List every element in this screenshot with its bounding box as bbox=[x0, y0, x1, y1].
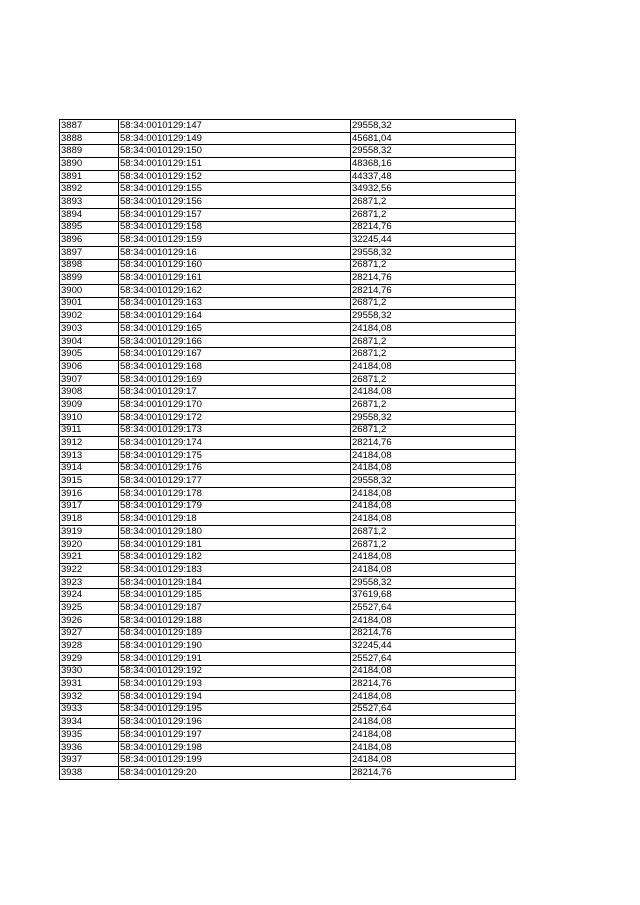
value-cell: 24184,08 bbox=[351, 665, 516, 678]
table-row bbox=[60, 729, 516, 742]
value-cell: 24184,08 bbox=[351, 614, 516, 627]
cadastral-number-cell: 58:34:0010129:184 bbox=[119, 576, 351, 589]
table-row bbox=[60, 678, 516, 691]
table-row bbox=[60, 462, 516, 475]
value-cell: 26871,2 bbox=[351, 297, 516, 310]
row-number-cell: 3936 bbox=[60, 741, 119, 754]
row-number-cell: 3937 bbox=[60, 754, 119, 767]
table-row bbox=[60, 310, 516, 323]
cadastral-number-cell: 58:34:0010129:181 bbox=[119, 538, 351, 551]
row-number-cell: 3920 bbox=[60, 538, 119, 551]
table-row bbox=[60, 449, 516, 462]
table-row bbox=[60, 259, 516, 272]
cadastral-number-cell: 58:34:0010129:170 bbox=[119, 399, 351, 412]
cadastral-number-cell: 58:34:0010129:155 bbox=[119, 183, 351, 196]
value-cell: 24184,08 bbox=[351, 690, 516, 703]
table-row bbox=[60, 284, 516, 297]
row-number-cell: 3938 bbox=[60, 767, 119, 780]
row-number-cell: 3906 bbox=[60, 361, 119, 374]
value-cell: 26871,2 bbox=[351, 335, 516, 348]
cadastral-number-cell: 58:34:0010129:197 bbox=[119, 729, 351, 742]
value-cell: 28214,76 bbox=[351, 284, 516, 297]
row-number-cell: 3917 bbox=[60, 500, 119, 513]
table-row bbox=[60, 323, 516, 336]
value-cell: 29558,32 bbox=[351, 120, 516, 133]
data-table bbox=[59, 119, 516, 780]
row-number-cell: 3925 bbox=[60, 602, 119, 615]
row-number-cell: 3921 bbox=[60, 551, 119, 564]
cadastral-number-cell: 58:34:0010129:173 bbox=[119, 424, 351, 437]
row-number-cell: 3896 bbox=[60, 234, 119, 247]
cadastral-number-cell: 58:34:0010129:152 bbox=[119, 170, 351, 183]
cadastral-number-cell: 58:34:0010129:180 bbox=[119, 526, 351, 539]
table-row bbox=[60, 526, 516, 539]
cadastral-number-cell: 58:34:0010129:151 bbox=[119, 158, 351, 171]
cadastral-number-cell: 58:34:0010129:17 bbox=[119, 386, 351, 399]
cadastral-number-cell: 58:34:0010129:189 bbox=[119, 627, 351, 640]
table-row bbox=[60, 145, 516, 158]
value-cell: 29558,32 bbox=[351, 310, 516, 323]
table-row bbox=[60, 158, 516, 171]
value-cell: 29558,32 bbox=[351, 411, 516, 424]
value-cell: 26871,2 bbox=[351, 424, 516, 437]
value-cell: 32245,44 bbox=[351, 234, 516, 247]
row-number-cell: 3934 bbox=[60, 716, 119, 729]
table-row bbox=[60, 196, 516, 209]
cadastral-number-cell: 58:34:0010129:168 bbox=[119, 361, 351, 374]
row-number-cell: 3931 bbox=[60, 678, 119, 691]
value-cell: 28214,76 bbox=[351, 272, 516, 285]
value-cell: 24184,08 bbox=[351, 551, 516, 564]
table-row bbox=[60, 208, 516, 221]
table-row bbox=[60, 411, 516, 424]
row-number-cell: 3891 bbox=[60, 170, 119, 183]
cadastral-number-cell: 58:34:0010129:161 bbox=[119, 272, 351, 285]
cadastral-number-cell: 58:34:0010129:185 bbox=[119, 589, 351, 602]
row-number-cell: 3912 bbox=[60, 437, 119, 450]
table-row bbox=[60, 576, 516, 589]
value-cell: 24184,08 bbox=[351, 741, 516, 754]
value-cell: 24184,08 bbox=[351, 754, 516, 767]
value-cell: 24184,08 bbox=[351, 462, 516, 475]
cadastral-number-cell: 58:34:0010129:198 bbox=[119, 741, 351, 754]
cadastral-number-cell: 58:34:0010129:149 bbox=[119, 132, 351, 145]
table-row bbox=[60, 234, 516, 247]
value-cell: 24184,08 bbox=[351, 513, 516, 526]
cadastral-number-cell: 58:34:0010129:147 bbox=[119, 120, 351, 133]
value-cell: 29558,32 bbox=[351, 576, 516, 589]
table-row bbox=[60, 589, 516, 602]
table-row bbox=[60, 373, 516, 386]
value-cell: 28214,76 bbox=[351, 767, 516, 780]
spreadsheet-page bbox=[59, 119, 515, 780]
row-number-cell: 3905 bbox=[60, 348, 119, 361]
table-row bbox=[60, 348, 516, 361]
cadastral-number-cell: 58:34:0010129:178 bbox=[119, 487, 351, 500]
value-cell: 29558,32 bbox=[351, 145, 516, 158]
value-cell: 24184,08 bbox=[351, 361, 516, 374]
row-number-cell: 3916 bbox=[60, 487, 119, 500]
row-number-cell: 3890 bbox=[60, 158, 119, 171]
table-row bbox=[60, 602, 516, 615]
cadastral-number-cell: 58:34:0010129:187 bbox=[119, 602, 351, 615]
row-number-cell: 3910 bbox=[60, 411, 119, 424]
value-cell: 45681,04 bbox=[351, 132, 516, 145]
row-number-cell: 3897 bbox=[60, 246, 119, 259]
cadastral-number-cell: 58:34:0010129:18 bbox=[119, 513, 351, 526]
row-number-cell: 3892 bbox=[60, 183, 119, 196]
row-number-cell: 3887 bbox=[60, 120, 119, 133]
table-row bbox=[60, 703, 516, 716]
row-number-cell: 3926 bbox=[60, 614, 119, 627]
table-row bbox=[60, 665, 516, 678]
row-number-cell: 3895 bbox=[60, 221, 119, 234]
table-row bbox=[60, 221, 516, 234]
table-row bbox=[60, 551, 516, 564]
cadastral-number-cell: 58:34:0010129:188 bbox=[119, 614, 351, 627]
table-row bbox=[60, 475, 516, 488]
cadastral-number-cell: 58:34:0010129:159 bbox=[119, 234, 351, 247]
row-number-cell: 3933 bbox=[60, 703, 119, 716]
cadastral-number-cell: 58:34:0010129:177 bbox=[119, 475, 351, 488]
value-cell: 29558,32 bbox=[351, 475, 516, 488]
table-row bbox=[60, 614, 516, 627]
value-cell: 48368,16 bbox=[351, 158, 516, 171]
table-row bbox=[60, 272, 516, 285]
cadastral-number-cell: 58:34:0010129:196 bbox=[119, 716, 351, 729]
row-number-cell: 3913 bbox=[60, 449, 119, 462]
row-number-cell: 3918 bbox=[60, 513, 119, 526]
cadastral-number-cell: 58:34:0010129:156 bbox=[119, 196, 351, 209]
table-body bbox=[60, 120, 516, 780]
cadastral-number-cell: 58:34:0010129:194 bbox=[119, 690, 351, 703]
table-row bbox=[60, 399, 516, 412]
cadastral-number-cell: 58:34:0010129:167 bbox=[119, 348, 351, 361]
row-number-cell: 3922 bbox=[60, 564, 119, 577]
cadastral-number-cell: 58:34:0010129:165 bbox=[119, 323, 351, 336]
table-row bbox=[60, 627, 516, 640]
cadastral-number-cell: 58:34:0010129:20 bbox=[119, 767, 351, 780]
row-number-cell: 3904 bbox=[60, 335, 119, 348]
row-number-cell: 3909 bbox=[60, 399, 119, 412]
value-cell: 25527,64 bbox=[351, 652, 516, 665]
table-row bbox=[60, 424, 516, 437]
row-number-cell: 3901 bbox=[60, 297, 119, 310]
table-row bbox=[60, 538, 516, 551]
value-cell: 24184,08 bbox=[351, 386, 516, 399]
table-row bbox=[60, 652, 516, 665]
value-cell: 28214,76 bbox=[351, 678, 516, 691]
row-number-cell: 3932 bbox=[60, 690, 119, 703]
row-number-cell: 3908 bbox=[60, 386, 119, 399]
value-cell: 24184,08 bbox=[351, 487, 516, 500]
table-row bbox=[60, 437, 516, 450]
value-cell: 26871,2 bbox=[351, 373, 516, 386]
table-row bbox=[60, 754, 516, 767]
cadastral-number-cell: 58:34:0010129:169 bbox=[119, 373, 351, 386]
table-row bbox=[60, 335, 516, 348]
table-row bbox=[60, 716, 516, 729]
value-cell: 29558,32 bbox=[351, 246, 516, 259]
value-cell: 28214,76 bbox=[351, 437, 516, 450]
table-row bbox=[60, 690, 516, 703]
cadastral-number-cell: 58:34:0010129:183 bbox=[119, 564, 351, 577]
cadastral-number-cell: 58:34:0010129:199 bbox=[119, 754, 351, 767]
row-number-cell: 3915 bbox=[60, 475, 119, 488]
row-number-cell: 3929 bbox=[60, 652, 119, 665]
cadastral-number-cell: 58:34:0010129:160 bbox=[119, 259, 351, 272]
cadastral-number-cell: 58:34:0010129:191 bbox=[119, 652, 351, 665]
value-cell: 34932,56 bbox=[351, 183, 516, 196]
value-cell: 24184,08 bbox=[351, 564, 516, 577]
row-number-cell: 3923 bbox=[60, 576, 119, 589]
row-number-cell: 3907 bbox=[60, 373, 119, 386]
table-row bbox=[60, 183, 516, 196]
cadastral-number-cell: 58:34:0010129:182 bbox=[119, 551, 351, 564]
row-number-cell: 3928 bbox=[60, 640, 119, 653]
value-cell: 26871,2 bbox=[351, 208, 516, 221]
value-cell: 25527,64 bbox=[351, 703, 516, 716]
value-cell: 26871,2 bbox=[351, 399, 516, 412]
value-cell: 24184,08 bbox=[351, 449, 516, 462]
row-number-cell: 3888 bbox=[60, 132, 119, 145]
table-row bbox=[60, 767, 516, 780]
value-cell: 24184,08 bbox=[351, 500, 516, 513]
cadastral-number-cell: 58:34:0010129:193 bbox=[119, 678, 351, 691]
cadastral-number-cell: 58:34:0010129:195 bbox=[119, 703, 351, 716]
table-row bbox=[60, 640, 516, 653]
value-cell: 26871,2 bbox=[351, 348, 516, 361]
value-cell: 26871,2 bbox=[351, 538, 516, 551]
value-cell: 44337,48 bbox=[351, 170, 516, 183]
table-row bbox=[60, 297, 516, 310]
table-row bbox=[60, 513, 516, 526]
cadastral-number-cell: 58:34:0010129:174 bbox=[119, 437, 351, 450]
value-cell: 24184,08 bbox=[351, 323, 516, 336]
table-row bbox=[60, 361, 516, 374]
cadastral-number-cell: 58:34:0010129:190 bbox=[119, 640, 351, 653]
row-number-cell: 3911 bbox=[60, 424, 119, 437]
cadastral-number-cell: 58:34:0010129:158 bbox=[119, 221, 351, 234]
value-cell: 25527,64 bbox=[351, 602, 516, 615]
row-number-cell: 3893 bbox=[60, 196, 119, 209]
table-row bbox=[60, 564, 516, 577]
row-number-cell: 3899 bbox=[60, 272, 119, 285]
value-cell: 24184,08 bbox=[351, 716, 516, 729]
row-number-cell: 3894 bbox=[60, 208, 119, 221]
table-row bbox=[60, 246, 516, 259]
table-row bbox=[60, 386, 516, 399]
table-row bbox=[60, 487, 516, 500]
cadastral-number-cell: 58:34:0010129:16 bbox=[119, 246, 351, 259]
cadastral-number-cell: 58:34:0010129:176 bbox=[119, 462, 351, 475]
table-row bbox=[60, 500, 516, 513]
row-number-cell: 3902 bbox=[60, 310, 119, 323]
cadastral-number-cell: 58:34:0010129:192 bbox=[119, 665, 351, 678]
row-number-cell: 3924 bbox=[60, 589, 119, 602]
row-number-cell: 3914 bbox=[60, 462, 119, 475]
value-cell: 28214,76 bbox=[351, 221, 516, 234]
value-cell: 26871,2 bbox=[351, 526, 516, 539]
table-row bbox=[60, 120, 516, 133]
cadastral-number-cell: 58:34:0010129:172 bbox=[119, 411, 351, 424]
cadastral-number-cell: 58:34:0010129:175 bbox=[119, 449, 351, 462]
cadastral-number-cell: 58:34:0010129:162 bbox=[119, 284, 351, 297]
value-cell: 26871,2 bbox=[351, 196, 516, 209]
value-cell: 28214,76 bbox=[351, 627, 516, 640]
row-number-cell: 3903 bbox=[60, 323, 119, 336]
table-row bbox=[60, 741, 516, 754]
row-number-cell: 3927 bbox=[60, 627, 119, 640]
row-number-cell: 3889 bbox=[60, 145, 119, 158]
value-cell: 32245,44 bbox=[351, 640, 516, 653]
cadastral-number-cell: 58:34:0010129:164 bbox=[119, 310, 351, 323]
cadastral-number-cell: 58:34:0010129:163 bbox=[119, 297, 351, 310]
cadastral-number-cell: 58:34:0010129:166 bbox=[119, 335, 351, 348]
value-cell: 26871,2 bbox=[351, 259, 516, 272]
row-number-cell: 3935 bbox=[60, 729, 119, 742]
value-cell: 37619,68 bbox=[351, 589, 516, 602]
value-cell: 24184,08 bbox=[351, 729, 516, 742]
cadastral-number-cell: 58:34:0010129:179 bbox=[119, 500, 351, 513]
row-number-cell: 3900 bbox=[60, 284, 119, 297]
row-number-cell: 3919 bbox=[60, 526, 119, 539]
table-row bbox=[60, 170, 516, 183]
cadastral-number-cell: 58:34:0010129:150 bbox=[119, 145, 351, 158]
cadastral-number-cell: 58:34:0010129:157 bbox=[119, 208, 351, 221]
row-number-cell: 3930 bbox=[60, 665, 119, 678]
table-row bbox=[60, 132, 516, 145]
row-number-cell: 3898 bbox=[60, 259, 119, 272]
